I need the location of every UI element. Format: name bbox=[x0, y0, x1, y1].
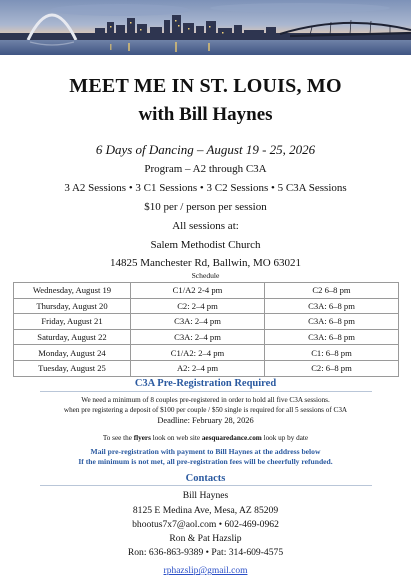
schedule-evening-cell: C2 6–8 pm bbox=[265, 283, 399, 299]
schedule-afternoon-cell: C3A: 2–4 pm bbox=[131, 329, 265, 345]
contact-address-bill: 8125 E Medina Ave, Mesa, AZ 85209 bbox=[132, 505, 279, 516]
schedule-day-cell: Saturday, August 22 bbox=[14, 329, 131, 345]
skyline-banner-image bbox=[0, 0, 411, 55]
contact-email-hazslip[interactable]: rphazslip@gmail.com bbox=[163, 566, 248, 576]
refund-policy: If the minimum is not met, all pre-registration fees will be cheerfully refunded. bbox=[78, 457, 333, 466]
registration-heading: C3A Pre-Registration Required bbox=[134, 378, 277, 389]
contact-name-hazslip: Ron & Pat Hazslip bbox=[169, 533, 242, 544]
schedule-evening-cell: C3A: 6–8 pm bbox=[265, 329, 399, 345]
schedule-label: Schedule bbox=[191, 271, 220, 280]
schedule-day-cell: Thursday, August 20 bbox=[14, 298, 131, 314]
venue-address: 14825 Manchester Rd, Ballwin, MO 63021 bbox=[110, 257, 301, 269]
schedule-afternoon-cell: C3A: 2–4 pm bbox=[131, 314, 265, 330]
contact-info-bill: bhootus7x7@aol.com • 602-469-0962 bbox=[132, 519, 279, 530]
schedule-day-cell: Tuesday, August 25 bbox=[14, 360, 131, 376]
schedule-afternoon-cell: C1/A2 2-4 pm bbox=[131, 283, 265, 299]
all-sessions-label: All sessions at: bbox=[172, 220, 239, 232]
table-row bbox=[14, 314, 399, 330]
flyers-note-suffix: look up by date bbox=[261, 434, 309, 442]
flyers-word: flyers bbox=[133, 434, 151, 442]
schedule-evening-cell: C2: 6–8 pm bbox=[265, 360, 399, 376]
schedule-table bbox=[13, 282, 399, 377]
schedule-day-cell: Wednesday, August 19 bbox=[14, 283, 131, 299]
flyers-note bbox=[0, 434, 411, 442]
schedule-evening-cell: C1: 6–8 pm bbox=[265, 345, 399, 361]
session-price: $10 per / person per session bbox=[144, 201, 267, 213]
program-levels: Program – A2 through C3A bbox=[144, 163, 267, 175]
schedule-afternoon-cell: A2: 2–4 pm bbox=[131, 360, 265, 376]
contact-phones-hazslip: Ron: 636-863-9389 • Pat: 314-609-4575 bbox=[127, 547, 284, 558]
registration-deadline: Deadline: February 28, 2026 bbox=[157, 416, 254, 425]
contacts-heading: Contacts bbox=[185, 473, 226, 484]
schedule-afternoon-cell: C2: 2–4 pm bbox=[131, 298, 265, 314]
registration-deposit-text: when pre registering a deposit of $100 per couple / $50 single is required for all 5 sessions of C3A bbox=[63, 406, 348, 414]
contact-email-hazslip-wrap bbox=[0, 560, 411, 578]
contact-name-bill: Bill Haynes bbox=[182, 490, 229, 501]
venue-name: Salem Methodist Church bbox=[150, 239, 261, 251]
table-row bbox=[14, 345, 399, 361]
website-link[interactable]: aesquaredance.com bbox=[201, 434, 262, 442]
divider bbox=[40, 485, 372, 486]
schedule-evening-cell: C3A: 6–8 pm bbox=[265, 314, 399, 330]
table-row bbox=[14, 329, 399, 345]
table-row bbox=[14, 283, 399, 299]
page-title: MEET ME IN ST. LOUIS, MO bbox=[69, 75, 342, 97]
schedule-afternoon-cell: C1/A2: 2–4 pm bbox=[131, 345, 265, 361]
divider bbox=[40, 391, 372, 392]
table-row bbox=[14, 360, 399, 376]
mail-instructions: Mail pre-registration with payment to Bill Haynes at the address below bbox=[90, 447, 321, 456]
schedule-day-cell: Friday, August 21 bbox=[14, 314, 131, 330]
session-counts: 3 A2 Sessions • 3 C1 Sessions • 3 C2 Sessions • 5 C3A Sessions bbox=[64, 182, 347, 194]
registration-minimum-text: We need a minimum of 8 couples pre-registered in order to hold all five C3A sessions. bbox=[81, 396, 330, 404]
schedule-evening-cell: C3A: 6–8 pm bbox=[265, 298, 399, 314]
page-subtitle: with Bill Haynes bbox=[138, 104, 273, 125]
schedule-day-cell: Monday, August 24 bbox=[14, 345, 131, 361]
flyers-note-middle: look on web site bbox=[150, 434, 202, 442]
event-dates: 6 Days of Dancing – August 19 - 25, 2026 bbox=[95, 142, 316, 157]
flyers-note-prefix: To see the bbox=[102, 434, 134, 442]
table-row bbox=[14, 298, 399, 314]
